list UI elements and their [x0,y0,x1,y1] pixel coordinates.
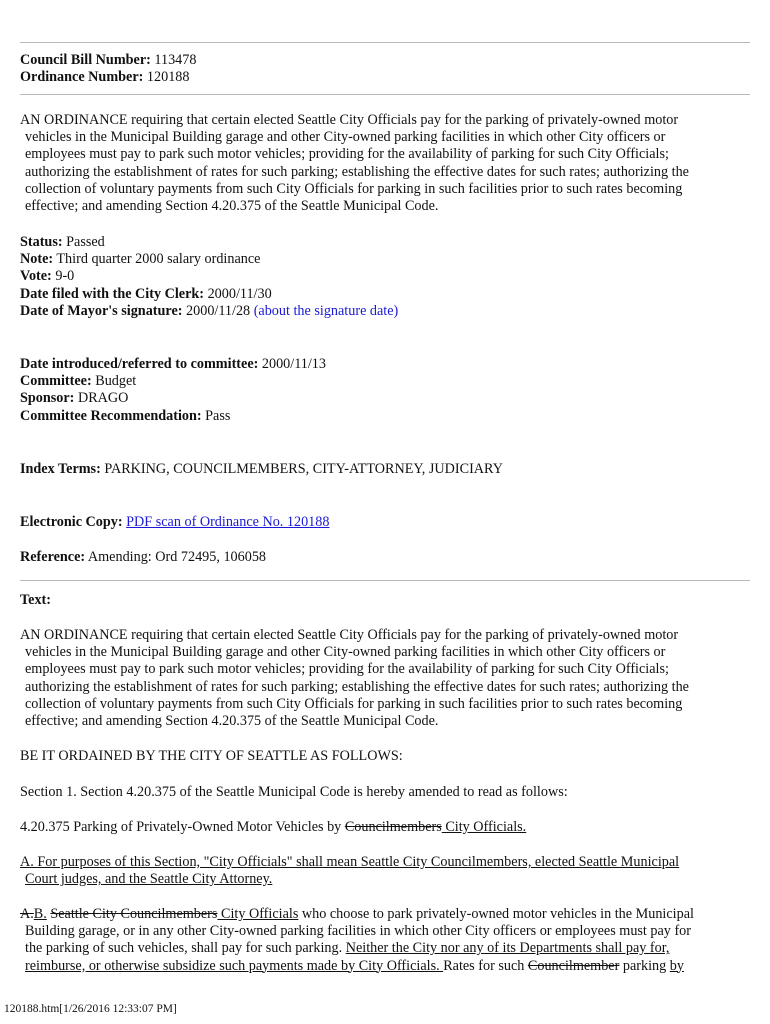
index-terms-row: Index Terms: PARKING, COUNCILMEMBERS, CITY-ATTORNEY, JUDICIARY [20,461,503,477]
inserted-line: Court judges, and the Seattle City Attorney. [25,871,273,888]
code-heading: 4.20.375 Parking of Privately-Owned Motor Vehicles by Councilmembers City Officials. [20,819,527,835]
struck-text: Councilmember [527,957,620,974]
paragraph-b: A.B. Seattle City Councilmembers City Officials who choose to park privately-owned motor vehicles in the Municipal Building garage, or in any other City-owned parking facilities in which other City officers or employees must pay for the parking of such vehicles, shall pay for such parking. Neither the City nor any of its Departments shall pay for, reimburse, or otherwise subsidize such payments made by City Officials. Rates for such Councilmember parking by [20,906,750,975]
ordinance-text [20,627,750,730]
inserted-text: reimburse, or otherwise subsidize such payments made by City Officials. [25,957,444,974]
council-bill-number: Council Bill Number: 113478 [20,52,197,68]
summary-line: collection of voluntary payments from such City Officials for parking in such facilities prior to such rates becoming [25,180,683,197]
page-footer: 120188.htm[1/26/2016 12:33:07 PM] [4,1003,177,1015]
summary-line: vehicles in the Municipal Building garage and other City-owned parking facilities in which other City officers or [25,129,666,146]
summary-line: authorizing the establishment of rates for such parking; establishing the effective dates for such rates; authorizing the [25,163,689,180]
text-line: collection of voluntary payments from such City Officials for parking in such facilities prior to such rates becoming [25,695,683,712]
note-row: Note: Third quarter 2000 salary ordinance [20,251,261,268]
summary-line: AN ORDINANCE requiring that certain elected Seattle City Officials pay for the parking of privately-owned motor [20,112,679,128]
text-line: effective; and amending Section 4.20.375 of the Seattle Municipal Code. [25,713,439,730]
text-line: employees must pay to park such motor vehicles; providing for the availability of parking for such City Officials; [25,661,669,678]
struck-text: A. [20,906,34,922]
bill-header [20,52,750,86]
paragraph-a [20,854,750,888]
text-divider [20,580,750,581]
text-line: authorizing the establishment of rates for such parking; establishing the effective dates for such rates; authorizing the [25,678,689,695]
signature-date-link[interactable]: (about the signature date) [253,302,399,319]
summary-line: effective; and amending Section 4.20.375 of the Seattle Municipal Code. [25,198,439,215]
inserted-line: A. For purposes of this Section, "City Officials" shall mean Seattle City Councilmembers, elected Seattle Municipal [20,854,680,870]
inserted-text: Neither the City nor any of its Departments shall pay for, [345,940,670,957]
paragraph-line: Building garage, or in any other City-owned parking facilities in which other City officers or employees must pay for [25,923,691,940]
summary-line: employees must pay to park such motor vehicles; providing for the availability of parking for such City Officials; [25,146,669,163]
introduced-row: Date introduced/referred to committee: 2000/11/13 [20,356,326,372]
inserted-text: by [669,957,684,974]
section-1: Section 1. Section 4.20.375 of the Seattle Municipal Code is hereby amended to read as follows: [20,784,568,800]
enacting-clause: BE IT ORDAINED BY THE CITY OF SEATTLE AS FOLLOWS: [20,748,403,764]
committee-row: Committee: Budget [20,373,137,390]
ordinance-summary [20,112,750,215]
mayor-signature-row: Date of Mayor's signature: 2000/11/28 (about the signature date) [20,302,399,319]
recommendation-row: Committee Recommendation: Pass [20,407,231,424]
text-line: AN ORDINANCE requiring that certain elected Seattle City Officials pay for the parking of privately-owned motor [20,627,679,643]
struck-text: Seattle City Councilmembers [50,906,218,922]
status-row: Status: Passed [20,234,105,250]
ordinance-number: Ordinance Number: 120188 [20,69,190,86]
reference-row: Reference: Amending: Ord 72495, 106058 [20,549,267,565]
header-divider [20,94,750,95]
inserted-text: City Officials [217,906,299,922]
text-line: vehicles in the Municipal Building garage and other City-owned parking facilities in which other City officers or [25,644,666,661]
pdf-scan-link[interactable]: PDF scan of Ordinance No. 120188 [126,514,330,530]
text-heading: Text: [20,592,51,608]
inserted-text: City Officials. [441,819,527,835]
sponsor-row: Sponsor: DRAGO [20,390,129,407]
filed-date-row: Date filed with the City Clerk: 2000/11/30 [20,285,272,302]
vote-row: Vote: 9-0 [20,268,75,285]
inserted-text: B. [33,906,47,922]
status-block [20,234,750,320]
committee-block [20,356,750,425]
electronic-copy-row: Electronic Copy: PDF scan of Ordinance No. 120188 [20,514,330,530]
top-divider [20,42,750,43]
struck-text: Councilmembers [344,819,442,835]
